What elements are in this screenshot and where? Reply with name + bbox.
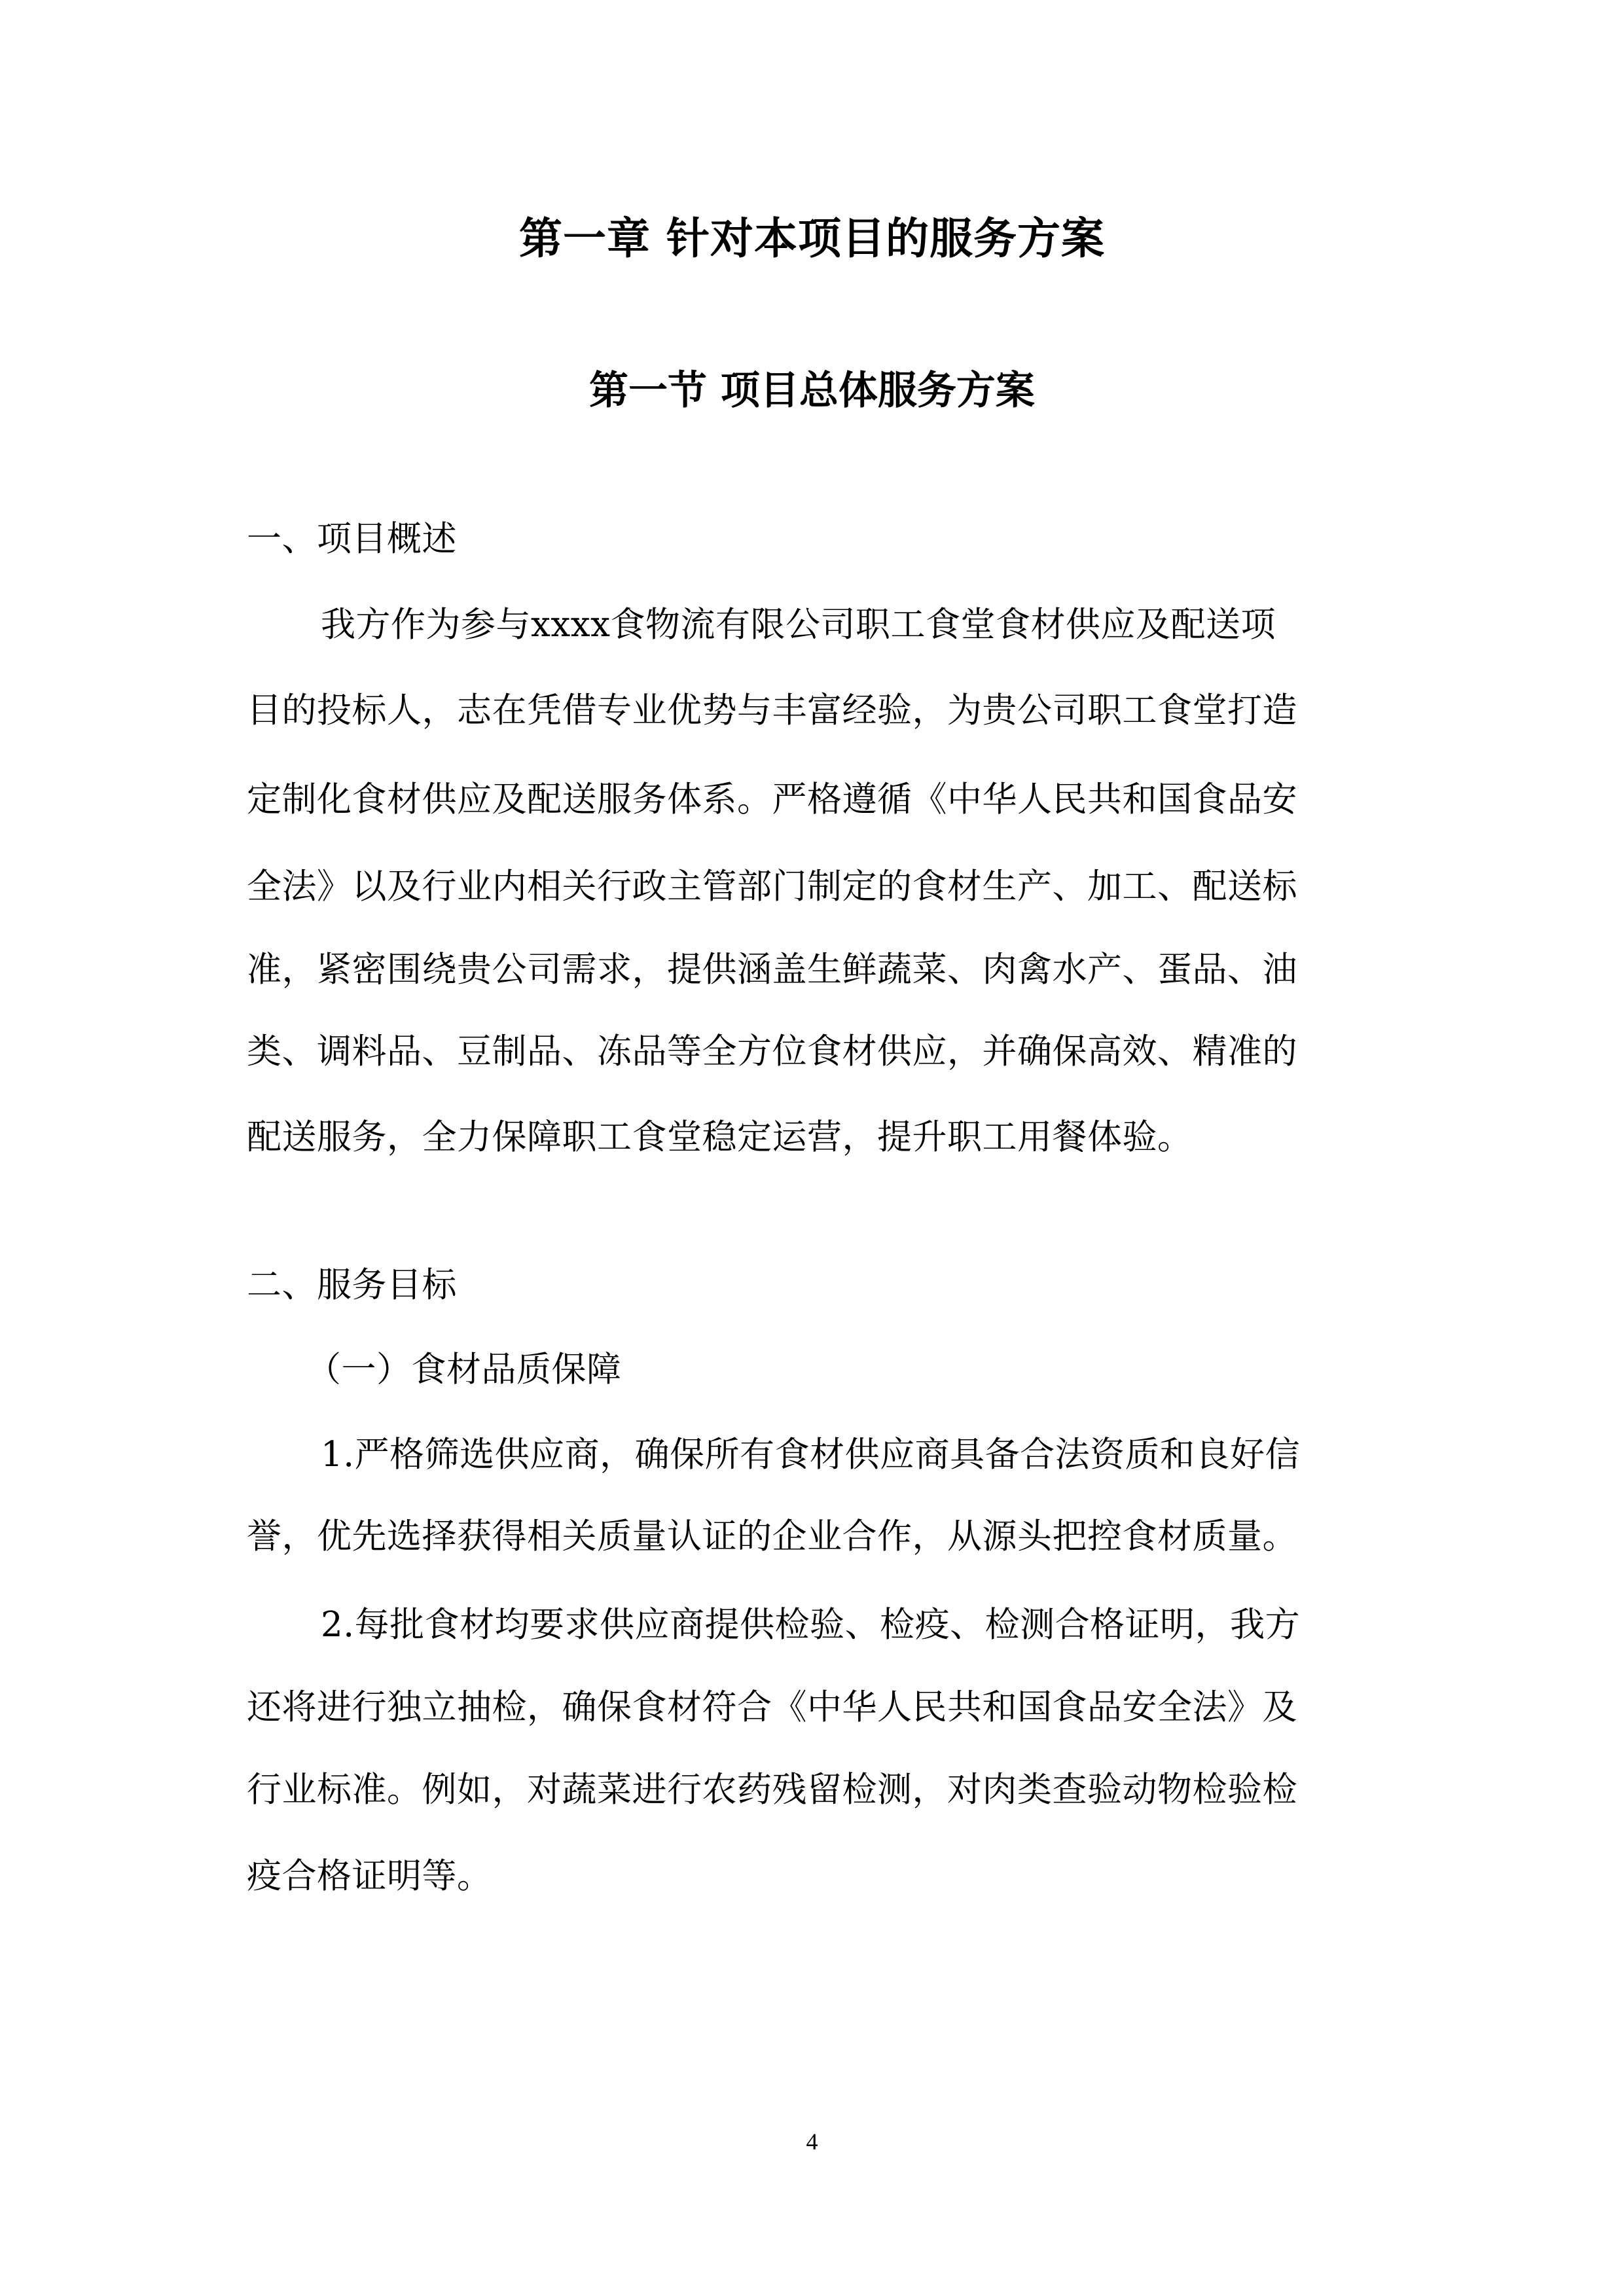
list-item-line: 还将进行独立抽检，确保食材符合《中华人民共和国食品安全法》及: [247, 1687, 1297, 1727]
list-item-line: 疫合格证明等。: [247, 1856, 492, 1896]
paragraph-line: 类、调料品、豆制品、冻品等全方位食材供应，并确保高效、精准的: [247, 1031, 1297, 1071]
list-item-line: 誉，优先选择获得相关质量认证的企业合作，从源头把控食材质量。: [247, 1516, 1297, 1556]
list-item-line: 行业标准。例如，对蔬菜进行农药残留检测，对肉类查验动物检验检: [247, 1770, 1297, 1810]
paragraph-line: 我方作为参与xxxx食物流有限公司职工食堂食材供应及配送项: [321, 605, 1276, 645]
chapter-title: 第一章 针对本项目的服务方案: [519, 213, 1105, 264]
subsection-heading-quality: （一）食材品质保障: [306, 1350, 622, 1390]
list-item-line: 2.每批食材均要求供应商提供检验、检疫、检测合格证明，我方: [321, 1605, 1301, 1645]
section-heading-goals: 二、服务目标: [247, 1265, 457, 1305]
section-title: 第一节 项目总体服务方案: [589, 368, 1035, 414]
page-number: 4: [806, 2128, 818, 2155]
paragraph-line: 配送服务，全力保障职工食堂稳定运营，提升职工用餐体验。: [247, 1117, 1193, 1157]
section-heading-overview: 一、项目概述: [247, 519, 457, 559]
paragraph-line: 目的投标人，志在凭借专业优势与丰富经验，为贵公司职工食堂打造: [247, 691, 1297, 730]
paragraph-line: 定制化食材供应及配送服务体系。严格遵循《中华人民共和国食品安: [247, 780, 1297, 819]
paragraph-line: 全法》以及行业内相关行政主管部门制定的食材生产、加工、配送标: [247, 867, 1297, 906]
paragraph-line: 准，紧密围绕贵公司需求，提供涵盖生鲜蔬菜、肉禽水产、蛋品、油: [247, 950, 1297, 990]
list-item-line: 1.严格筛选供应商，确保所有食材供应商具备合法资质和良好信: [321, 1435, 1301, 1475]
